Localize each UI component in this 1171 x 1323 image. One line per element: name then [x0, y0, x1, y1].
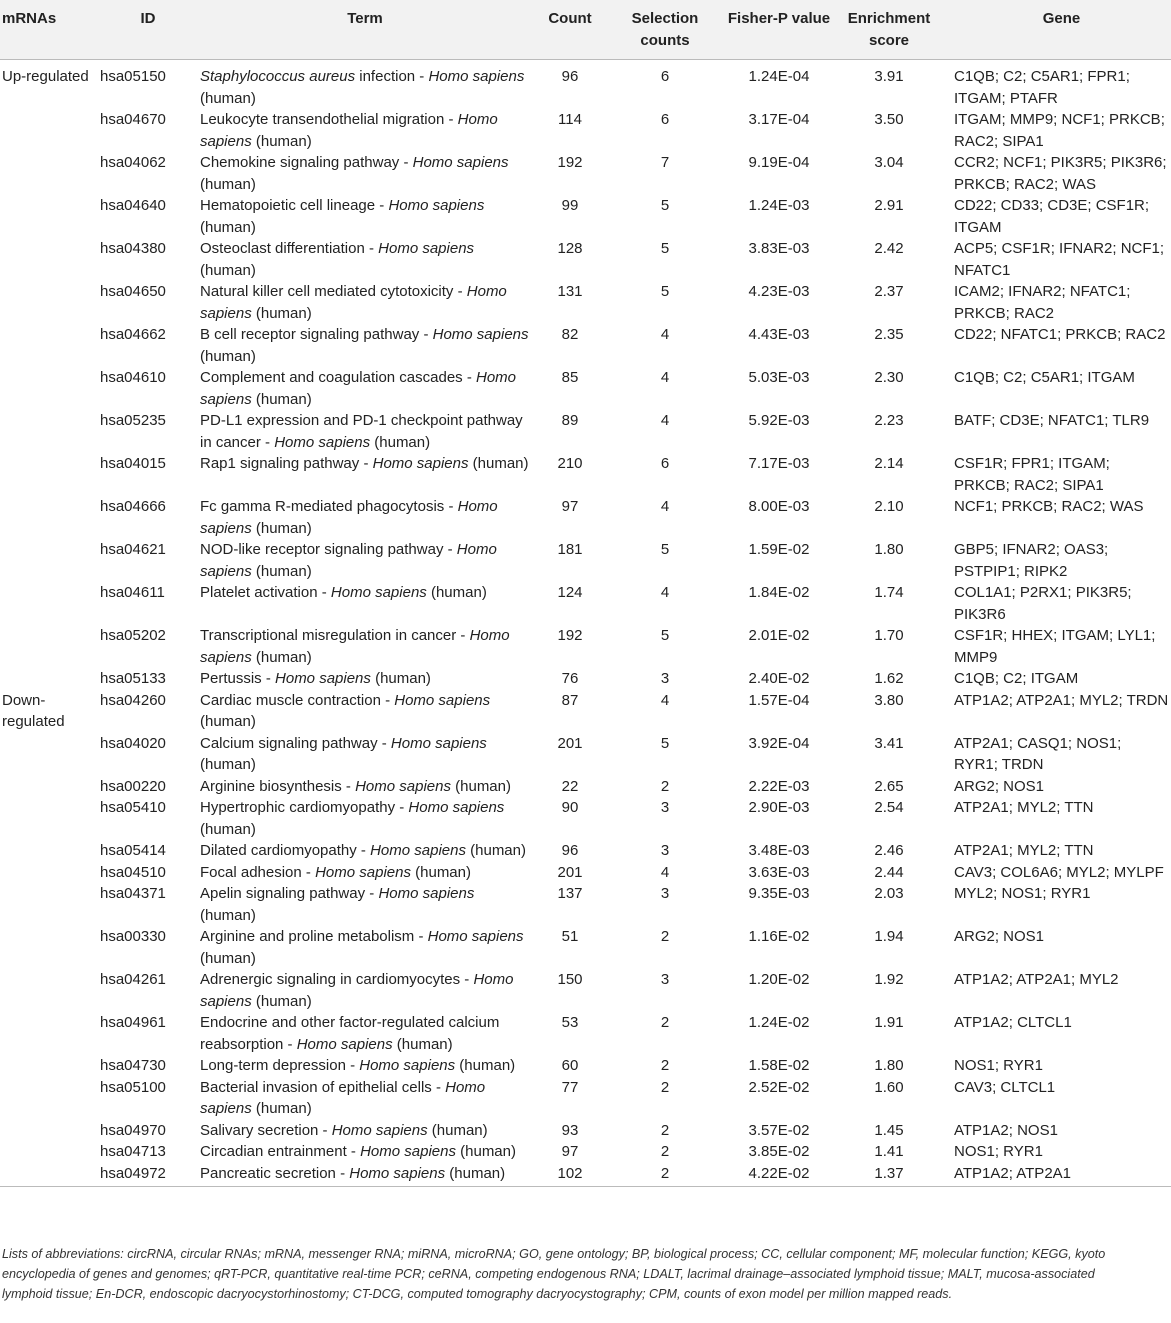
header-term: Term [198, 0, 532, 60]
abbreviations-footnote: Lists of abbreviations: circRNA, circular RNAs; mRNA, messenger RNA; miRNA, microRNA; GO, gene ontology; BP, biological process; CC, cellular component; MF, molecular function; KEGG, kyoto encyclopedia of genes and genomes; qRT-PCR, quantitative real-time PCR; ceRNA, competing endogenous RNA; LDALT, lacrimal drainage–associated lymphoid tissue; MALT, mucosa-associated lymphoid tissue; En-DCR, endoscopic dacryocystorhinostomy; CT-DCG, computed tomography dacryocystography; CPM, counts of exon model per million mapped reads. [2, 1247, 1106, 1301]
cell-count: 97 [561, 498, 579, 515]
cell-fisher-p-value: 1.59E-02 [748, 541, 810, 558]
cell-mrna-group [0, 797, 94, 840]
cell-fisher-p-value: 1.20E-02 [748, 971, 810, 988]
cell-mrna-group [0, 1141, 94, 1163]
table-row [0, 668, 1171, 690]
cell-fisher-p-value: 5.03E-03 [748, 369, 810, 386]
cell-pathway-id: hsa00330 [100, 928, 166, 945]
cell-pathway-id: hsa04666 [100, 498, 166, 515]
table-row [0, 60, 1171, 110]
cell-selection-count: 4 [660, 326, 670, 343]
cell-count: 93 [561, 1121, 579, 1139]
cell-enrichment-score: 3.50 [874, 111, 904, 128]
cell-pathway-id: hsa05235 [100, 412, 166, 429]
cell-genes: ATP2A1; MYL2; TTN [954, 799, 1094, 816]
cell-genes: C1QB; C2; ITGAM [954, 670, 1079, 687]
table-row [0, 238, 1171, 281]
cell-genes: ATP1A2; CLTCL1 [954, 1014, 1072, 1031]
cell-genes: CCR2; NCF1; PIK3R5; PIK3R6; PRKCB; RAC2; WAS [954, 154, 1167, 193]
cell-fisher-p-value: 4.22E-02 [748, 1164, 810, 1182]
header-mrnas: mRNAs [0, 0, 94, 60]
table-row [0, 926, 1171, 969]
table-row [0, 969, 1171, 1012]
cell-mrna-group [0, 410, 94, 453]
cell-enrichment-score: 2.65 [874, 777, 904, 795]
cell-enrichment-score: 3.80 [874, 691, 904, 709]
cell-selection-count: 2 [660, 1014, 670, 1031]
cell-selection-count: 4 [660, 584, 670, 601]
cell-count: 89 [561, 412, 579, 429]
header-gene: Gene [942, 0, 1171, 60]
cell-pathway-id: hsa05150 [100, 68, 166, 85]
cell-term: Focal adhesion - Homo sapiens (human) [200, 863, 471, 881]
cell-genes: NOS1; RYR1 [954, 1143, 1043, 1160]
cell-enrichment-score: 1.60 [874, 1078, 904, 1096]
cell-enrichment-score: 1.80 [874, 1057, 904, 1074]
cell-pathway-id: hsa05414 [100, 842, 166, 859]
cell-enrichment-score: 2.37 [874, 283, 904, 300]
cell-genes: ICAM2; IFNAR2; NFATC1; PRKCB; RAC2 [954, 283, 1131, 322]
cell-count: 77 [561, 1078, 579, 1096]
cell-mrna-group [0, 238, 94, 281]
cell-mrna-group [0, 926, 94, 969]
cell-count: 201 [557, 863, 583, 881]
cell-mrna-group [0, 195, 94, 238]
cell-pathway-id: hsa04961 [100, 1014, 166, 1031]
cell-mrna-group [0, 862, 94, 884]
cell-selection-count: 3 [660, 670, 670, 687]
cell-genes: ATP1A2; ATP2A1; MYL2; TRDN [954, 691, 1169, 709]
cell-term: Arginine biosynthesis - Homo sapiens (human) [200, 777, 511, 795]
cell-selection-count: 2 [660, 1057, 670, 1074]
cell-selection-count: 7 [660, 154, 670, 171]
cell-genes: C1QB; C2; C5AR1; ITGAM [954, 369, 1135, 386]
cell-term: Transcriptional misregulation in cancer - Homo sapiens (human) [200, 627, 510, 666]
cell-pathway-id: hsa04650 [100, 283, 166, 300]
table-row [0, 797, 1171, 840]
cell-genes: ATP1A2; ATP2A1 [954, 1164, 1072, 1182]
table-row [0, 281, 1171, 324]
table-body [0, 60, 1171, 1187]
cell-count: 114 [558, 111, 582, 128]
cell-fisher-p-value: 3.48E-03 [748, 842, 810, 859]
cell-term: Salivary secretion - Homo sapiens (human) [200, 1121, 488, 1139]
cell-selection-count: 3 [660, 842, 670, 859]
cell-genes: CSF1R; HHEX; ITGAM; LYL1; MMP9 [954, 627, 1156, 666]
cell-pathway-id: hsa04020 [100, 734, 166, 752]
cell-selection-count: 3 [660, 799, 670, 816]
cell-enrichment-score: 1.41 [874, 1143, 904, 1160]
cell-term: Calcium signaling pathway - Homo sapiens (human) [200, 734, 487, 773]
cell-mrna-group [0, 496, 94, 539]
cell-enrichment-score: 1.94 [874, 928, 904, 945]
cell-term: Dilated cardiomyopathy - Homo sapiens (human) [200, 842, 526, 859]
cell-pathway-id: hsa04261 [100, 971, 166, 988]
table-row [0, 1141, 1171, 1163]
table-row [0, 1055, 1171, 1077]
table-row [0, 582, 1171, 625]
cell-pathway-id: hsa04380 [100, 240, 166, 257]
cell-pathway-id: hsa05100 [100, 1078, 166, 1096]
cell-term: Cardiac muscle contraction - Homo sapiens (human) [200, 691, 491, 730]
cell-pathway-id: hsa05410 [100, 799, 166, 816]
cell-count: 181 [557, 541, 583, 558]
cell-count: 210 [557, 455, 583, 472]
cell-count: 102 [557, 1164, 583, 1182]
cell-pathway-id: hsa05133 [100, 670, 166, 687]
table-row [0, 840, 1171, 862]
cell-count: 137 [557, 885, 583, 902]
cell-term: NOD-like receptor signaling pathway - Homo sapiens (human) [200, 541, 497, 580]
cell-count: 124 [557, 584, 583, 601]
cell-genes: ATP1A2; ATP2A1; MYL2 [954, 971, 1119, 988]
cell-genes: COL1A1; P2RX1; PIK3R5; PIK3R6 [954, 584, 1132, 623]
cell-count: 85 [561, 369, 579, 386]
cell-selection-count: 3 [660, 885, 670, 902]
cell-term: Fc gamma R-mediated phagocytosis - Homo sapiens (human) [200, 498, 498, 537]
cell-fisher-p-value: 3.92E-04 [748, 734, 810, 752]
cell-term: Rap1 signaling pathway - Homo sapiens (human) [200, 455, 529, 472]
header-enrichment-score: Enrichment score [836, 0, 942, 60]
cell-term: Bacterial invasion of epithelial cells - Homo sapiens (human) [200, 1078, 486, 1117]
table-row [0, 776, 1171, 798]
cell-pathway-id: hsa04611 [100, 584, 165, 601]
table-row [0, 1120, 1171, 1142]
cell-fisher-p-value: 1.24E-03 [748, 197, 810, 214]
cell-selection-count: 2 [660, 1121, 670, 1139]
cell-fisher-p-value: 3.57E-02 [748, 1121, 810, 1139]
cell-enrichment-score: 1.70 [874, 627, 904, 644]
cell-count: 90 [561, 799, 579, 816]
cell-pathway-id: hsa04062 [100, 154, 166, 171]
cell-term: Osteoclast differentiation - Homo sapiens (human) [200, 240, 475, 279]
cell-mrna-group [0, 539, 94, 582]
cell-count: 131 [557, 283, 583, 300]
cell-term: Hematopoietic cell lineage - Homo sapiens (human) [200, 197, 485, 236]
cell-mrna-group [0, 969, 94, 1012]
cell-pathway-id: hsa04972 [100, 1164, 166, 1182]
cell-term: Apelin signaling pathway - Homo sapiens (human) [200, 885, 475, 924]
cell-fisher-p-value: 9.35E-03 [748, 885, 810, 902]
table-row [0, 109, 1171, 152]
cell-count: 76 [561, 670, 579, 687]
cell-selection-count: 2 [660, 1078, 670, 1096]
cell-enrichment-score: 2.23 [874, 412, 904, 429]
cell-count: 87 [561, 691, 579, 709]
cell-selection-count: 6 [660, 455, 670, 472]
table-row [0, 453, 1171, 496]
cell-genes: ATP2A1; CASQ1; NOS1; RYR1; TRDN [954, 734, 1122, 773]
cell-mrna-group [0, 1163, 94, 1187]
cell-selection-count: 2 [660, 1164, 670, 1182]
cell-count: 192 [557, 627, 583, 644]
cell-fisher-p-value: 2.01E-02 [748, 627, 810, 644]
cell-mrna-group [0, 324, 94, 367]
cell-pathway-id: hsa04970 [100, 1121, 166, 1139]
cell-count: 150 [557, 971, 583, 988]
cell-genes: MYL2; NOS1; RYR1 [954, 885, 1091, 902]
cell-mrna-group [0, 733, 94, 776]
table-row [0, 625, 1171, 668]
cell-pathway-id: hsa04713 [100, 1143, 166, 1160]
cell-fisher-p-value: 5.92E-03 [748, 412, 810, 429]
cell-fisher-p-value: 1.58E-02 [748, 1057, 810, 1074]
cell-count: 82 [561, 326, 579, 343]
cell-term: Complement and coagulation cascades - Homo sapiens (human) [200, 369, 517, 408]
cell-term: Natural killer cell mediated cytotoxicity - Homo sapiens (human) [200, 283, 507, 322]
cell-pathway-id: hsa04621 [100, 541, 166, 558]
cell-pathway-id: hsa04610 [100, 369, 166, 386]
cell-count: 51 [561, 928, 579, 945]
cell-pathway-id: hsa04510 [100, 863, 166, 881]
cell-mrna-group [0, 1055, 94, 1077]
table-row [0, 1163, 1171, 1187]
cell-fisher-p-value: 3.63E-03 [748, 863, 810, 881]
cell-fisher-p-value: 3.17E-04 [748, 111, 810, 128]
cell-fisher-p-value: 8.00E-03 [748, 498, 810, 515]
header-row [0, 0, 1171, 60]
cell-mrna-group [0, 453, 94, 496]
cell-mrna-group [0, 152, 94, 195]
cell-selection-count: 4 [660, 863, 670, 881]
cell-selection-count: 3 [660, 971, 670, 988]
cell-enrichment-score: 3.91 [874, 68, 904, 85]
cell-fisher-p-value: 3.85E-02 [748, 1143, 810, 1160]
table-row [0, 733, 1171, 776]
table-row [0, 690, 1171, 733]
cell-mrna-group [0, 883, 94, 926]
cell-selection-count: 6 [660, 111, 670, 128]
cell-term: Leukocyte transendothelial migration - Homo sapiens (human) [200, 111, 498, 150]
table-row [0, 195, 1171, 238]
cell-mrna-group [0, 776, 94, 798]
header-selection-counts: Selection counts [608, 0, 722, 60]
cell-enrichment-score: 2.46 [874, 842, 904, 859]
cell-enrichment-score: 2.42 [874, 240, 904, 257]
cell-count: 192 [557, 154, 583, 171]
cell-count: 99 [561, 197, 579, 214]
cell-mrna-group [0, 840, 94, 862]
table-row [0, 1077, 1171, 1120]
cell-enrichment-score: 2.10 [874, 498, 904, 515]
cell-genes: ATP2A1; MYL2; TTN [954, 842, 1094, 859]
cell-term: Hypertrophic cardiomyopathy - Homo sapiens (human) [200, 799, 505, 838]
cell-genes: CAV3; CLTCL1 [954, 1078, 1056, 1096]
cell-term: PD-L1 expression and PD-1 checkpoint pathway in cancer - Homo sapiens (human) [200, 412, 523, 451]
cell-term: Circadian entrainment - Homo sapiens (human) [200, 1143, 516, 1160]
cell-fisher-p-value: 4.23E-03 [748, 283, 810, 300]
cell-term: Staphylococcus aureus infection - Homo sapiens (human) [200, 68, 525, 107]
cell-term: Long-term depression - Homo sapiens (human) [200, 1057, 516, 1074]
cell-genes: CD22; CD33; CD3E; CSF1R; ITGAM [954, 197, 1150, 236]
cell-selection-count: 5 [660, 283, 670, 300]
cell-fisher-p-value: 2.22E-03 [748, 777, 810, 795]
cell-genes: CAV3; COL6A6; MYL2; MYLPF [954, 863, 1164, 881]
cell-term: Pancreatic secretion - Homo sapiens (human) [200, 1164, 506, 1182]
table-row [0, 862, 1171, 884]
cell-genes: ITGAM; MMP9; NCF1; PRKCB; RAC2; SIPA1 [954, 111, 1165, 150]
cell-pathway-id: hsa05202 [100, 627, 166, 644]
cell-selection-count: 4 [660, 498, 670, 515]
cell-count: 201 [557, 734, 583, 752]
cell-genes: ATP1A2; NOS1 [954, 1121, 1058, 1139]
cell-fisher-p-value: 2.40E-02 [748, 670, 810, 687]
cell-enrichment-score: 2.44 [874, 863, 904, 881]
cell-term: Platelet activation - Homo sapiens (human) [200, 584, 487, 601]
table-row [0, 883, 1171, 926]
cell-genes: ACP5; CSF1R; IFNAR2; NCF1; NFATC1 [954, 240, 1165, 279]
cell-count: 22 [561, 777, 579, 795]
cell-enrichment-score: 2.35 [874, 326, 904, 343]
cell-genes: NOS1; RYR1 [954, 1057, 1043, 1074]
cell-selection-count: 2 [660, 777, 670, 795]
cell-count: 96 [561, 68, 579, 85]
cell-fisher-p-value: 2.90E-03 [748, 799, 810, 816]
cell-selection-count: 6 [660, 68, 670, 85]
cell-fisher-p-value: 1.24E-02 [748, 1014, 810, 1031]
cell-selection-count: 5 [660, 240, 670, 257]
cell-selection-count: 5 [660, 197, 670, 214]
header-count: Count [532, 0, 608, 60]
cell-pathway-id: hsa04371 [100, 885, 166, 902]
cell-enrichment-score: 2.54 [874, 799, 904, 816]
cell-enrichment-score: 1.37 [874, 1164, 904, 1182]
cell-pathway-id: hsa04730 [100, 1057, 166, 1074]
cell-enrichment-score: 2.30 [874, 369, 904, 386]
cell-mrna-group [0, 1077, 94, 1120]
cell-enrichment-score: 1.74 [874, 584, 904, 601]
cell-genes: C1QB; C2; C5AR1; FPR1; ITGAM; PTAFR [954, 68, 1130, 107]
table-row [0, 410, 1171, 453]
cell-fisher-p-value: 1.16E-02 [748, 928, 810, 945]
cell-genes: GBP5; IFNAR2; OAS3; PSTPIP1; RIPK2 [954, 541, 1109, 580]
cell-count: 53 [561, 1014, 579, 1031]
header-fisher-p-value: Fisher-P value [722, 0, 836, 60]
cell-fisher-p-value: 2.52E-02 [748, 1078, 810, 1096]
cell-fisher-p-value: 1.84E-02 [748, 584, 810, 601]
cell-pathway-id: hsa00220 [100, 777, 166, 795]
table-row [0, 539, 1171, 582]
cell-mrna-group [0, 1120, 94, 1142]
cell-pathway-id: hsa04260 [100, 691, 166, 709]
cell-enrichment-score: 2.14 [874, 455, 904, 472]
cell-mrna-group [0, 625, 94, 668]
cell-enrichment-score: 1.62 [874, 670, 904, 687]
table-row [0, 324, 1171, 367]
table-row [0, 367, 1171, 410]
cell-enrichment-score: 2.91 [874, 197, 904, 214]
table-row [0, 1012, 1171, 1055]
header-id: ID [94, 0, 198, 60]
cell-enrichment-score: 3.41 [874, 734, 904, 752]
cell-term: Endocrine and other factor-regulated calcium reabsorption - Homo sapiens (human) [200, 1014, 500, 1053]
cell-enrichment-score: 1.92 [874, 971, 904, 988]
cell-genes: ARG2; NOS1 [954, 777, 1045, 795]
cell-selection-count: 4 [660, 369, 670, 386]
cell-selection-count: 5 [660, 541, 670, 558]
cell-pathway-id: hsa04670 [100, 111, 166, 128]
cell-enrichment-score: 1.91 [874, 1014, 904, 1031]
cell-enrichment-score: 1.80 [874, 541, 904, 558]
cell-genes: CD22; NFATC1; PRKCB; RAC2 [954, 326, 1166, 343]
cell-term: Arginine and proline metabolism - Homo sapiens (human) [200, 928, 524, 967]
cell-mrna-group [0, 1012, 94, 1055]
cell-count: 60 [561, 1057, 579, 1074]
cell-genes: BATF; CD3E; NFATC1; TLR9 [954, 412, 1150, 429]
cell-selection-count: 4 [660, 691, 670, 709]
table-row [0, 152, 1171, 195]
cell-term: Pertussis - Homo sapiens (human) [200, 670, 431, 687]
cell-mrna-group [0, 281, 94, 324]
cell-genes: ARG2; NOS1 [954, 928, 1045, 945]
cell-selection-count: 2 [660, 1143, 670, 1160]
cell-selection-count: 5 [660, 627, 670, 644]
cell-fisher-p-value: 1.24E-04 [748, 68, 810, 85]
cell-count: 128 [557, 240, 583, 257]
cell-selection-count: 4 [660, 412, 670, 429]
cell-count: 97 [561, 1143, 579, 1160]
cell-enrichment-score: 3.04 [874, 154, 904, 171]
cell-fisher-p-value: 1.57E-04 [748, 691, 810, 709]
cell-term: Chemokine signaling pathway - Homo sapiens (human) [200, 154, 509, 193]
cell-mrna-group [0, 109, 94, 152]
cell-term: Adrenergic signaling in cardiomyocytes - Homo sapiens (human) [200, 971, 514, 1010]
cell-genes: NCF1; PRKCB; RAC2; WAS [954, 498, 1144, 515]
cell-mrna-group: Down-regulated [2, 691, 65, 730]
table-row [0, 496, 1171, 539]
cell-genes: CSF1R; FPR1; ITGAM; PRKCB; RAC2; SIPA1 [954, 455, 1110, 494]
cell-enrichment-score: 2.03 [874, 885, 904, 902]
cell-term: B cell receptor signaling pathway - Homo sapiens (human) [200, 326, 529, 365]
cell-enrichment-score: 1.45 [874, 1121, 904, 1139]
cell-pathway-id: hsa04662 [100, 326, 166, 343]
cell-mrna-group: Up-regulated [2, 68, 89, 85]
cell-count: 96 [561, 842, 579, 859]
cell-pathway-id: hsa04640 [100, 197, 166, 214]
cell-fisher-p-value: 3.83E-03 [748, 240, 810, 257]
cell-selection-count: 5 [660, 734, 670, 752]
table-header [0, 0, 1171, 60]
cell-pathway-id: hsa04015 [100, 455, 166, 472]
cell-mrna-group [0, 582, 94, 625]
cell-fisher-p-value: 9.19E-04 [748, 154, 810, 171]
cell-mrna-group [0, 668, 94, 690]
cell-selection-count: 2 [660, 928, 670, 945]
cell-fisher-p-value: 7.17E-03 [748, 455, 810, 472]
cell-mrna-group [0, 367, 94, 410]
cell-fisher-p-value: 4.43E-03 [748, 326, 810, 343]
